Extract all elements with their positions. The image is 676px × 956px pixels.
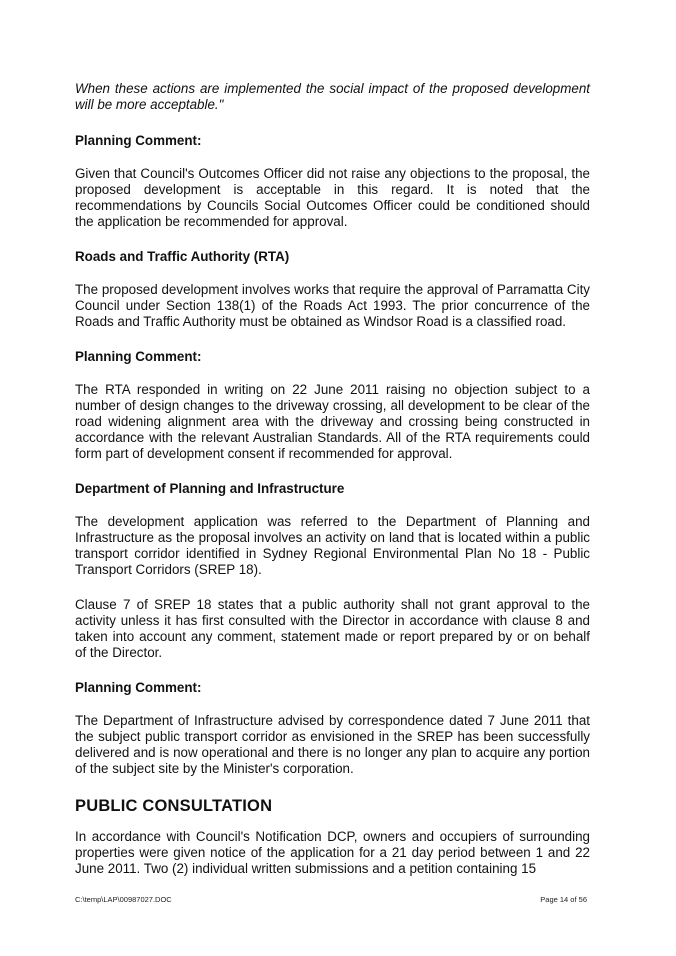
paragraph-rta: The proposed development involves works that require the approval of Parramatta City Council under Section 138(1) of the Roads Act 1993. The prior concurrence of the Roads and Traffic Authority must be obtained as Windsor Road is a classified road. [75, 282, 590, 329]
footer-file-path: C:\temp\LAP\00987027.DOC [75, 895, 172, 904]
paragraph-department-advice: The Department of Infrastructure advised by correspondence dated 7 June 2011 that the subject public transport corridor as envisioned in the SREP has been successfully delivered and is now operational and there is no longer any plan to acquire any portion of the subject site by the Minister's corporation. [75, 713, 590, 776]
footer-page-number: Page 14 of 56 [540, 895, 587, 904]
heading-rta: Roads and Traffic Authority (RTA) [75, 249, 290, 264]
paragraph-clause-7: Clause 7 of SREP 18 states that a public authority shall not grant approval to the activity unless it has first consulted with the Director in accordance with clause 8 and taken into account any comment, statement made or report prepared by or on behalf of the Director. [75, 597, 590, 660]
document-body [75, 81, 590, 877]
paragraph-referral: The development application was referred to the Department of Planning and Infrastructure as the proposal involves an activity on land that is located within a public transport corridor identified in Sydney Regional Environmental Plan No 18 - Public Transport Corridors (SREP 18). [75, 514, 590, 577]
heading-department-planning: Department of Planning and Infrastructure [75, 481, 345, 496]
quote-text: When these actions are implemented the social impact of the proposed development will be more acceptable." [75, 81, 590, 112]
heading-public-consultation: PUBLIC CONSULTATION [75, 797, 273, 815]
paragraph-rta-response: The RTA responded in writing on 22 June 2011 raising no objection subject to a number of design changes to the driveway crossing, all development to be clear of the road widening alignment area with the driveway and crossing being constructed in accordance with the relevant Australian Standards. All of the RTA requirements could form part of development consent if recommended for approval. [75, 382, 590, 461]
paragraph-outcomes: Given that Council's Outcomes Officer did not raise any objections to the proposal, the proposed development is acceptable in this regard. It is noted that the recommendations by Councils Social Outcomes Officer could be conditioned should the application be recommended for approval. [75, 166, 590, 229]
heading-planning-comment-3: Planning Comment: [75, 680, 202, 695]
heading-planning-comment-2: Planning Comment: [75, 349, 202, 364]
paragraph-public-consultation: In accordance with Council's Notification DCP, owners and occupiers of surrounding properties were given notice of the application for a 21 day period between 1 and 22 June 2011. Two (2) individual written submissions and a petition containing 15 [75, 829, 590, 876]
heading-planning-comment-1: Planning Comment: [75, 133, 202, 148]
